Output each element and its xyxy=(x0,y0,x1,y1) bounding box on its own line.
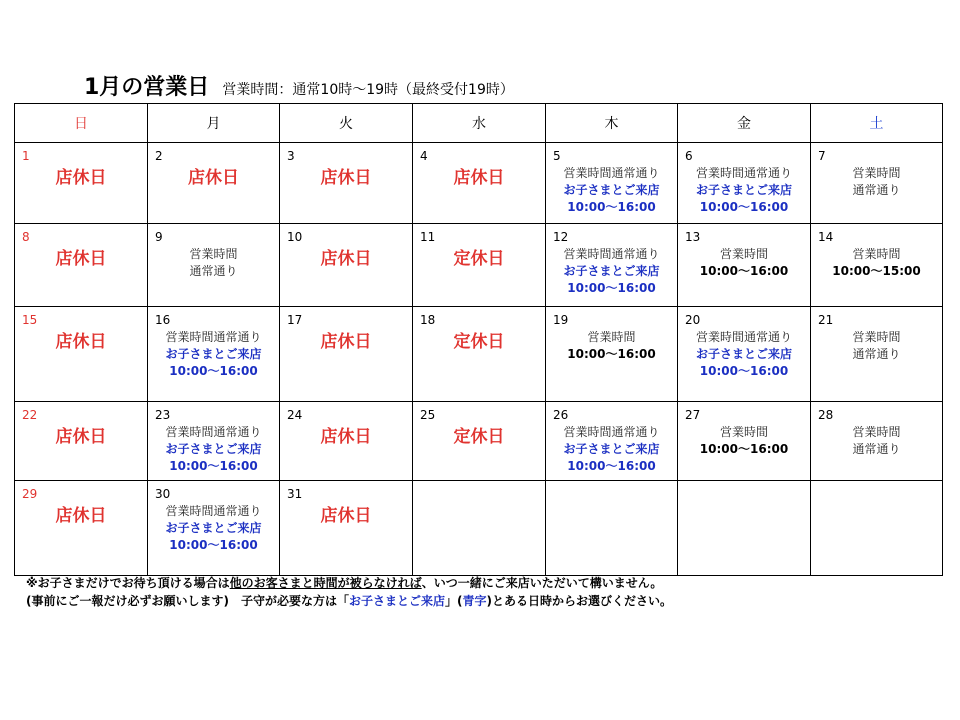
note-1-part-a: ※お子さまだけでお待ち頂ける場合は xyxy=(26,576,230,590)
day-cell-content xyxy=(15,307,147,401)
calendar-day-cell xyxy=(280,307,413,402)
hours-info xyxy=(678,165,810,216)
calendar-day-cell xyxy=(15,143,148,224)
day-number: 30 xyxy=(155,487,171,501)
note-2-part-a: (事前にご一報だけ必ずお願いします) 子守が必要な方は「 xyxy=(26,594,349,608)
hours-info xyxy=(148,503,279,554)
kids-visit-info: お子さまとご来店 xyxy=(563,442,660,456)
weekday-header-row xyxy=(15,104,943,143)
closed-day-label: 店休日 xyxy=(453,168,505,188)
day-cell-content xyxy=(413,402,545,480)
calendar-day-cell xyxy=(280,143,413,224)
day-cell-content xyxy=(678,143,810,223)
hours-line: 営業時間通常通り xyxy=(695,166,792,180)
calendar-day-cell xyxy=(546,143,678,224)
day-number: 23 xyxy=(155,408,171,422)
closed-day-label: 店休日 xyxy=(320,332,372,352)
note-line-1 xyxy=(26,574,672,592)
day-cell-content xyxy=(15,481,147,575)
day-number: 28 xyxy=(818,408,834,422)
day-cell-content xyxy=(280,143,412,223)
day-cell-content xyxy=(15,402,147,480)
hours-line: 営業時間 xyxy=(719,425,768,439)
kids-visit-info: 10:00〜16:00 xyxy=(699,364,789,378)
closed-day-label: 定休日 xyxy=(453,332,505,352)
note-2-blue-word: 青字 xyxy=(462,594,487,608)
day-number: 31 xyxy=(287,487,303,501)
kids-visit-info: お子さまとご来店 xyxy=(165,442,262,456)
kids-visit-info: お子さまとご来店 xyxy=(695,183,792,197)
calendar-day-cell xyxy=(811,402,943,481)
calendar-week-row xyxy=(15,402,943,481)
closed-day-label: 定休日 xyxy=(453,427,505,447)
calendar-day-cell xyxy=(546,224,678,307)
calendar-day-cell xyxy=(678,481,811,576)
day-number: 3 xyxy=(287,149,295,163)
footer-notes xyxy=(26,574,672,610)
hours-info xyxy=(546,329,677,363)
calendar-day-cell xyxy=(811,481,943,576)
note-line-2 xyxy=(26,592,672,610)
day-cell-content xyxy=(413,307,545,401)
day-number: 5 xyxy=(553,149,561,163)
calendar-day-cell xyxy=(280,481,413,576)
day-cell-content xyxy=(148,307,279,401)
calendar-day-cell xyxy=(148,481,280,576)
hours-info xyxy=(148,424,279,475)
kids-visit-info: お子さまとご来店 xyxy=(165,347,262,361)
day-cell-content xyxy=(280,224,412,306)
day-cell-content xyxy=(148,224,279,306)
hours-line: 通常通り xyxy=(852,442,901,456)
hours-info xyxy=(678,246,810,280)
day-cell-content xyxy=(546,224,677,306)
day-number: 12 xyxy=(553,230,569,244)
day-number: 6 xyxy=(685,149,693,163)
calendar-day-cell xyxy=(280,224,413,307)
hours-line: 10:00〜16:00 xyxy=(567,347,656,361)
day-number: 9 xyxy=(155,230,163,244)
calendar-day-cell xyxy=(15,481,148,576)
calendar-table xyxy=(14,103,943,576)
calendar-day-cell xyxy=(678,224,811,307)
weekday-monday: 月 xyxy=(148,104,280,143)
calendar-day-cell xyxy=(811,307,943,402)
hours-line: 営業時間 xyxy=(587,330,636,344)
hours-info xyxy=(546,424,677,475)
calendar-day-cell xyxy=(413,143,546,224)
day-number: 17 xyxy=(287,313,303,327)
day-cell-content xyxy=(546,143,677,223)
day-number: 26 xyxy=(553,408,569,422)
day-cell-content xyxy=(280,402,412,480)
kids-visit-info: 10:00〜16:00 xyxy=(699,200,789,214)
calendar-title: 1月の営業日 xyxy=(84,75,210,100)
hours-line: 営業時間通常通り xyxy=(165,504,262,518)
day-cell-content xyxy=(811,481,942,575)
hours-line: 10:00〜16:00 xyxy=(699,264,789,278)
kids-visit-info: 10:00〜16:00 xyxy=(169,364,258,378)
day-cell-content xyxy=(15,224,147,306)
kids-visit-info: 10:00〜16:00 xyxy=(169,538,258,552)
day-number: 20 xyxy=(685,313,701,327)
calendar-day-cell xyxy=(413,402,546,481)
day-number: 11 xyxy=(420,230,436,244)
hours-info xyxy=(811,246,942,280)
kids-visit-info: 10:00〜16:00 xyxy=(567,459,656,473)
day-cell-content xyxy=(15,143,147,223)
hours-line: 通常通り xyxy=(189,264,238,278)
weekday-saturday: 土 xyxy=(811,104,943,143)
day-cell-content xyxy=(413,481,545,575)
calendar-day-cell xyxy=(413,481,546,576)
hours-info xyxy=(546,246,677,297)
calendar-day-cell xyxy=(546,481,678,576)
day-cell-content xyxy=(811,143,942,223)
note-1-part-c: 、いつ一緒にご来店いただいて構いません。 xyxy=(421,576,663,590)
hours-info xyxy=(678,424,810,458)
hours-line: 営業時間通常通り xyxy=(563,166,660,180)
day-cell-content xyxy=(678,307,810,401)
day-number: 8 xyxy=(22,230,30,244)
closed-day-label: 店休日 xyxy=(55,332,107,352)
hours-line: 営業時間 xyxy=(852,330,901,344)
day-number: 27 xyxy=(685,408,701,422)
day-number: 7 xyxy=(818,149,826,163)
calendar-day-cell xyxy=(148,402,280,481)
hours-info xyxy=(148,329,279,380)
day-number: 15 xyxy=(22,313,38,327)
day-cell-content xyxy=(811,224,942,306)
closed-day-label: 店休日 xyxy=(188,168,239,188)
hours-line: 営業時間通常通り xyxy=(563,247,660,261)
weekday-sunday: 日 xyxy=(15,104,148,143)
calendar-week-row xyxy=(15,481,943,576)
closed-day-label: 店休日 xyxy=(55,427,107,447)
hours-line: 営業時間 xyxy=(189,247,238,261)
day-cell-content xyxy=(678,402,810,480)
closed-day-label: 店休日 xyxy=(55,249,107,269)
calendar-day-cell xyxy=(678,307,811,402)
day-number: 4 xyxy=(420,149,428,163)
day-cell-content xyxy=(280,307,412,401)
hours-line: 営業時間通常通り xyxy=(563,425,660,439)
day-cell-content xyxy=(546,307,677,401)
calendar-day-cell xyxy=(15,402,148,481)
day-cell-content xyxy=(811,402,942,480)
calendar-day-cell xyxy=(280,402,413,481)
weekday-friday: 金 xyxy=(678,104,811,143)
kids-visit-info: 10:00〜16:00 xyxy=(169,459,258,473)
hours-line: 営業時間 xyxy=(852,247,901,261)
business-hours-note: 営業時間：通常10時〜19時（最終受付19時） xyxy=(222,82,514,98)
day-number: 19 xyxy=(553,313,569,327)
day-number: 29 xyxy=(22,487,38,501)
day-cell-content xyxy=(811,307,942,401)
hours-line: 通常通り xyxy=(852,183,901,197)
hours-line: 営業時間 xyxy=(852,425,901,439)
calendar-day-cell xyxy=(678,402,811,481)
note-2-part-c: 」( xyxy=(445,594,463,608)
calendar-day-cell xyxy=(811,224,943,307)
calendar-day-cell xyxy=(413,224,546,307)
note-1-underlined: 他のお客さまと時間が被らなければ xyxy=(229,576,422,590)
day-number: 21 xyxy=(818,313,834,327)
calendar-day-cell xyxy=(15,224,148,307)
day-cell-content xyxy=(678,481,810,575)
hours-info xyxy=(811,329,942,363)
calendar-week-row xyxy=(15,143,943,224)
day-number: 18 xyxy=(420,313,436,327)
page-title xyxy=(84,70,514,104)
note-2-part-e: )とある日時からお選びください。 xyxy=(486,594,673,608)
hours-line: 営業時間 xyxy=(719,247,768,261)
kids-visit-info: お子さまとご来店 xyxy=(165,521,262,535)
calendar-week-row xyxy=(15,224,943,307)
hours-info xyxy=(678,329,810,380)
day-cell-content xyxy=(148,402,279,480)
day-cell-content xyxy=(413,224,545,306)
calendar-day-cell xyxy=(811,143,943,224)
closed-day-label: 店休日 xyxy=(320,249,372,269)
hours-line: 営業時間 xyxy=(852,166,901,180)
calendar-day-cell xyxy=(148,224,280,307)
hours-line: 10:00〜16:00 xyxy=(699,442,789,456)
hours-line: 営業時間通常通り xyxy=(695,330,792,344)
hours-info xyxy=(546,165,677,216)
day-number: 16 xyxy=(155,313,171,327)
kids-visit-info: 10:00〜16:00 xyxy=(567,200,656,214)
day-number: 14 xyxy=(818,230,834,244)
closed-day-label: 店休日 xyxy=(320,427,372,447)
weekday-tuesday: 火 xyxy=(280,104,413,143)
calendar-week-row xyxy=(15,307,943,402)
hours-info xyxy=(811,165,942,199)
hours-info xyxy=(811,424,942,458)
hours-line: 通常通り xyxy=(852,347,901,361)
calendar-day-cell xyxy=(546,402,678,481)
day-number: 24 xyxy=(287,408,303,422)
calendar-day-cell xyxy=(148,307,280,402)
day-number: 13 xyxy=(685,230,701,244)
day-number: 22 xyxy=(22,408,38,422)
hours-info xyxy=(148,246,279,280)
calendar-day-cell xyxy=(678,143,811,224)
weekday-wednesday: 水 xyxy=(413,104,546,143)
day-number: 2 xyxy=(155,149,163,163)
closed-day-label: 店休日 xyxy=(55,506,107,526)
kids-visit-info: お子さまとご来店 xyxy=(695,347,792,361)
calendar-day-cell xyxy=(413,307,546,402)
weekday-thursday: 木 xyxy=(546,104,678,143)
day-cell-content xyxy=(678,224,810,306)
closed-day-label: 店休日 xyxy=(320,168,372,188)
note-2-blue-term: お子さまとご来店 xyxy=(348,594,445,608)
day-cell-content xyxy=(413,143,545,223)
day-cell-content xyxy=(546,402,677,480)
hours-line: 10:00〜15:00 xyxy=(832,264,921,278)
hours-line: 営業時間通常通り xyxy=(165,425,262,439)
day-number: 25 xyxy=(420,408,436,422)
kids-visit-info: お子さまとご来店 xyxy=(563,183,660,197)
day-cell-content xyxy=(148,481,279,575)
day-cell-content xyxy=(148,143,279,223)
closed-day-label: 店休日 xyxy=(320,506,372,526)
kids-visit-info: お子さまとご来店 xyxy=(563,264,660,278)
closed-day-label: 店休日 xyxy=(55,168,107,188)
calendar-day-cell xyxy=(15,307,148,402)
calendar-day-cell xyxy=(546,307,678,402)
hours-line: 営業時間通常通り xyxy=(165,330,262,344)
day-cell-content xyxy=(280,481,412,575)
day-number: 10 xyxy=(287,230,303,244)
closed-day-label: 定休日 xyxy=(453,249,505,269)
kids-visit-info: 10:00〜16:00 xyxy=(567,281,656,295)
day-cell-content xyxy=(546,481,677,575)
calendar-day-cell xyxy=(148,143,280,224)
day-number: 1 xyxy=(22,149,30,163)
